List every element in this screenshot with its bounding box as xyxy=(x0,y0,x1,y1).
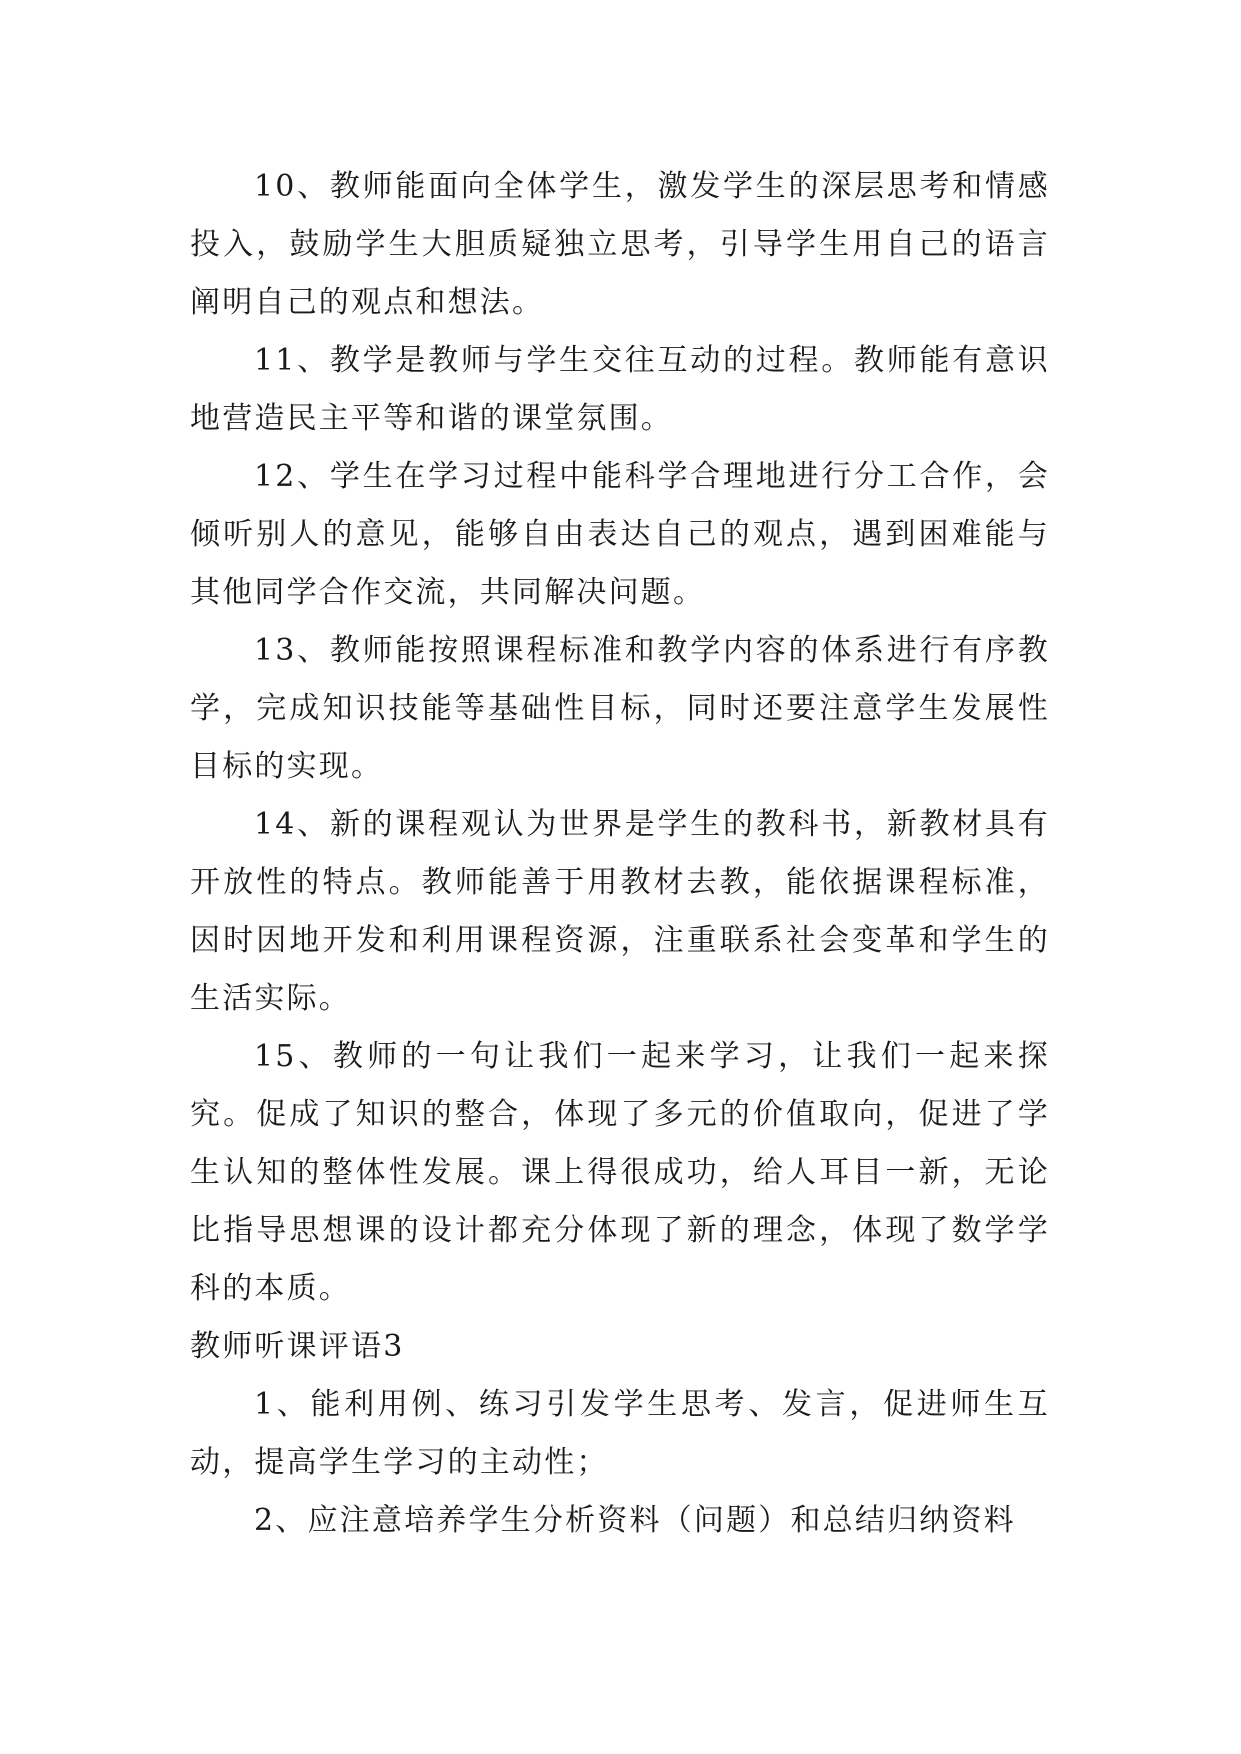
paragraph-10: 10、教师能面向全体学生，激发学生的深层思考和情感投入，鼓励学生大胆质疑独立思考，引导学生用自己的语言阐明自己的观点和想法。 xyxy=(190,169,1050,320)
document-body xyxy=(190,158,1050,1550)
paragraph-15: 15、教师的一句让我们一起来学习，让我们一起来探究。促成了知识的整合，体现了多元的价值取向，促进了学生认知的整体性发展。课上得很成功，给人耳目一新，无论比指导思想课的设计都充分体现了新的理念，体现了数学学科的本质。 xyxy=(190,1039,1050,1306)
paragraph-14: 14、新的课程观认为世界是学生的教科书，新教材具有开放性的特点。教师能善于用教材去教，能依据课程标准，因时因地开发和利用课程资源，注重联系社会变革和学生的生活实际。 xyxy=(190,807,1050,1016)
paragraph-12: 12、学生在学习过程中能科学合理地进行分工合作，会倾听别人的意见，能够自由表达自己的观点，遇到困难能与其他同学合作交流，共同解决问题。 xyxy=(190,459,1050,610)
section-paragraph-1: 1、能利用例、练习引发学生思考、发言，促进师生互动，提高学生学习的主动性； xyxy=(190,1387,1050,1480)
section-heading: 教师听课评语3 xyxy=(190,1329,405,1364)
paragraph-13: 13、教师能按照课程标准和教学内容的体系进行有序教学，完成知识技能等基础性目标，同时还要注意学生发展性目标的实现。 xyxy=(190,633,1050,784)
paragraph-11: 11、教学是教师与学生交往互动的过程。教师能有意识地营造民主平等和谐的课堂氛围。 xyxy=(190,343,1050,436)
section-paragraph-2: 2、应注意培养学生分析资料（问题）和总结归纳资料 xyxy=(254,1503,1016,1538)
